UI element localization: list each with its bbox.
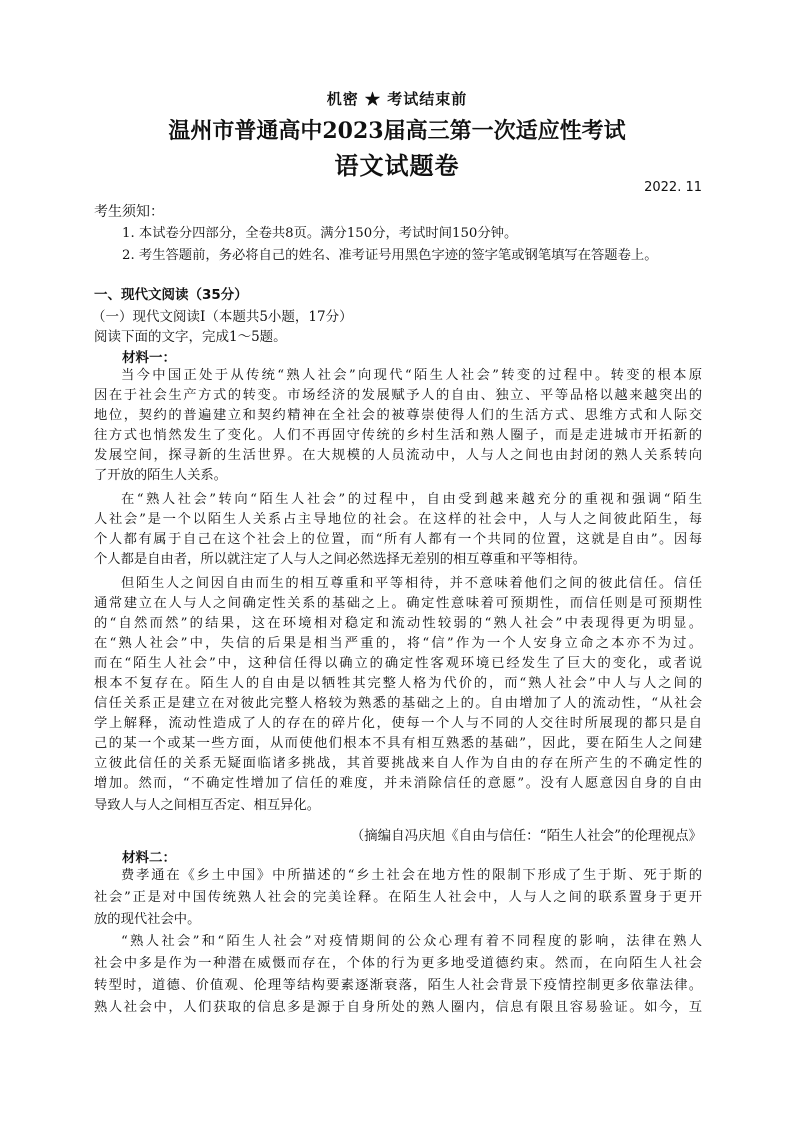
text-line: “熟人社会”和“陌生人社会”对疫情期间的公众心理有着不同程度的影响，法律在熟人 (121, 934, 702, 949)
text-line: 信任关系正是建立在对彼此完整人格较为熟悉的基础之上的。自由增加了人的流动性，“从社会 (94, 696, 702, 711)
section-heading: 一、现代文阅读（35分） (94, 287, 248, 303)
text-line: 费孝通在《乡土中国》中所描述的“乡土社会在地方性的限制下形成了生于斯、死于斯的 (121, 868, 702, 883)
notice-title: 考生须知： (94, 204, 164, 220)
notice-item: 1. 本试卷分四部分，全卷共8页。满分150分，考试时间150分钟。 (122, 226, 518, 241)
text-line: 往方式也悄然发生了变化。人们不再固守传统的乡村生活和熟人圈子，而是走进城市开拓新的 (94, 428, 702, 443)
text-line: 了开放的陌生人关系。 (94, 468, 227, 483)
text-line: 通常建立在人与人之间确定性关系的基础之上。确定性意味着可预期性，而信任则是可预期性 (94, 596, 702, 611)
text-line: 但陌生人之间因自由而生的相互尊重和平等相待，并不意味着他们之间的彼此信任。信任 (121, 576, 702, 591)
text-line: 转型时，道德、价值观、伦理等结构要素逐渐衰落，陌生人社会背景下疫情控制更多依靠法律。 (94, 978, 702, 993)
text-line: 立彼此信任的关系无疑面临诸多挑战，其首要挑战来自人作为自由的存在所产生的不确定性的 (94, 756, 702, 771)
exam-date: 2022. 11 (644, 180, 702, 195)
text-line: 发展空间，探寻新的生活世界。在大规模的人员流动中，人与人之间也由封闭的熟人关系转向 (94, 448, 702, 463)
text-line: 的“自然而然”的结果，这在环境相对稳定和流动性较弱的“熟人社会”中表现得更为明显。 (94, 616, 702, 631)
confidential-mark: 机密 ★ 考试结束前 (326, 90, 468, 108)
text-line: 根本不复存在。陌生人的自由是以牺牲其完整人格为代价的，而“熟人社会”中人与人之间的 (94, 676, 702, 691)
text-line: 人社会”是一个以陌生人关系占主导地位的社会。在这样的社会中，人与人之间彼此陌生，每 (94, 512, 702, 527)
exam-title: 温州市普通高中2023届高三第一次适应性考试 (168, 118, 626, 144)
text-line: 个人都有属于自己在这个社会上的位置，而“所有人都有一个共同的位置，这就是自由”。因每 (94, 532, 702, 547)
section-subheading: （一）现代文阅读Ⅰ（本题共5小题，17分） (92, 309, 353, 325)
notice-item: 2. 考生答题前，务必将自己的姓名、准考证号用黑色字迹的签字笔或钢笔填写在答题卷上。 (122, 248, 658, 263)
text-line: 而在“陌生人社会”中，这种信任得以确立的确定性客观环境已经发生了巨大的变化，或者说 (94, 656, 702, 671)
text-line: 导致人与人之间相互否定、相互异化。 (94, 798, 321, 813)
text-line: 地位，契约的普遍建立和契约精神在全社会的被尊崇使得人们的生活方式、思维方式和人际交 (94, 408, 702, 423)
material-1-label: 材料一： (122, 350, 176, 366)
text-line: 当今中国正处于从传统“熟人社会”向现代“陌生人社会”转变的过程中。转变的根本原 (121, 368, 702, 383)
text-line: 在“熟人社会”转向“陌生人社会”的过程中，自由受到越来越充分的重视和强调“陌生 (121, 492, 702, 507)
material-1-source: （摘编自冯庆旭《自由与信任：“陌生人社会”的伦理视点》 (350, 828, 702, 844)
text-line: 熟人社会中，人们获取的信息多是源于自身所处的熟人圈内，信息有限且容易验证。如今，互 (94, 1000, 702, 1015)
text-line: 社会”正是对中国传统熟人社会的完美诠释。在陌生人社会中，人与人之间的联系置身于更开 (94, 890, 702, 905)
text-line: 增加。然而，“不确定性增加了信任的难度，并未消除信任的意愿”。没有人愿意因自身的自由 (94, 776, 702, 791)
text-line: 己的某一个或某一些方面，从而使他们根本不具有相互熟悉的基础”，因此，要在陌生人之间建 (94, 736, 702, 751)
text-line: 学上解释，流动性造成了人的存在的碎片化，使每一个人与不同的人交往时所展现的都只是自 (94, 716, 702, 731)
section-instruction: 阅读下面的文字，完成1～5题。 (94, 329, 287, 345)
text-line: 社会中多是作为一种潜在威慑而存在，个体的行为更多地受道德约束。然而，在向陌生人社会 (94, 956, 702, 971)
text-line: 个人都是自由者，所以就注定了人与人之间必然选择无差别的相互尊重和平等相待。 (94, 552, 586, 567)
text-line: 放的现代社会中。 (94, 912, 201, 927)
text-line: 在“熟人社会”中，失信的后果是相当严重的，将“信”作为一个人安身立命之本亦不为过。 (94, 636, 702, 651)
text-line: 因在于社会生产方式的转变。市场经济的发展赋予人的自由、独立、平等品格以越来越突出的 (94, 388, 702, 403)
exam-subtitle: 语文试题卷 (334, 151, 460, 180)
material-2-label: 材料二： (122, 850, 176, 866)
